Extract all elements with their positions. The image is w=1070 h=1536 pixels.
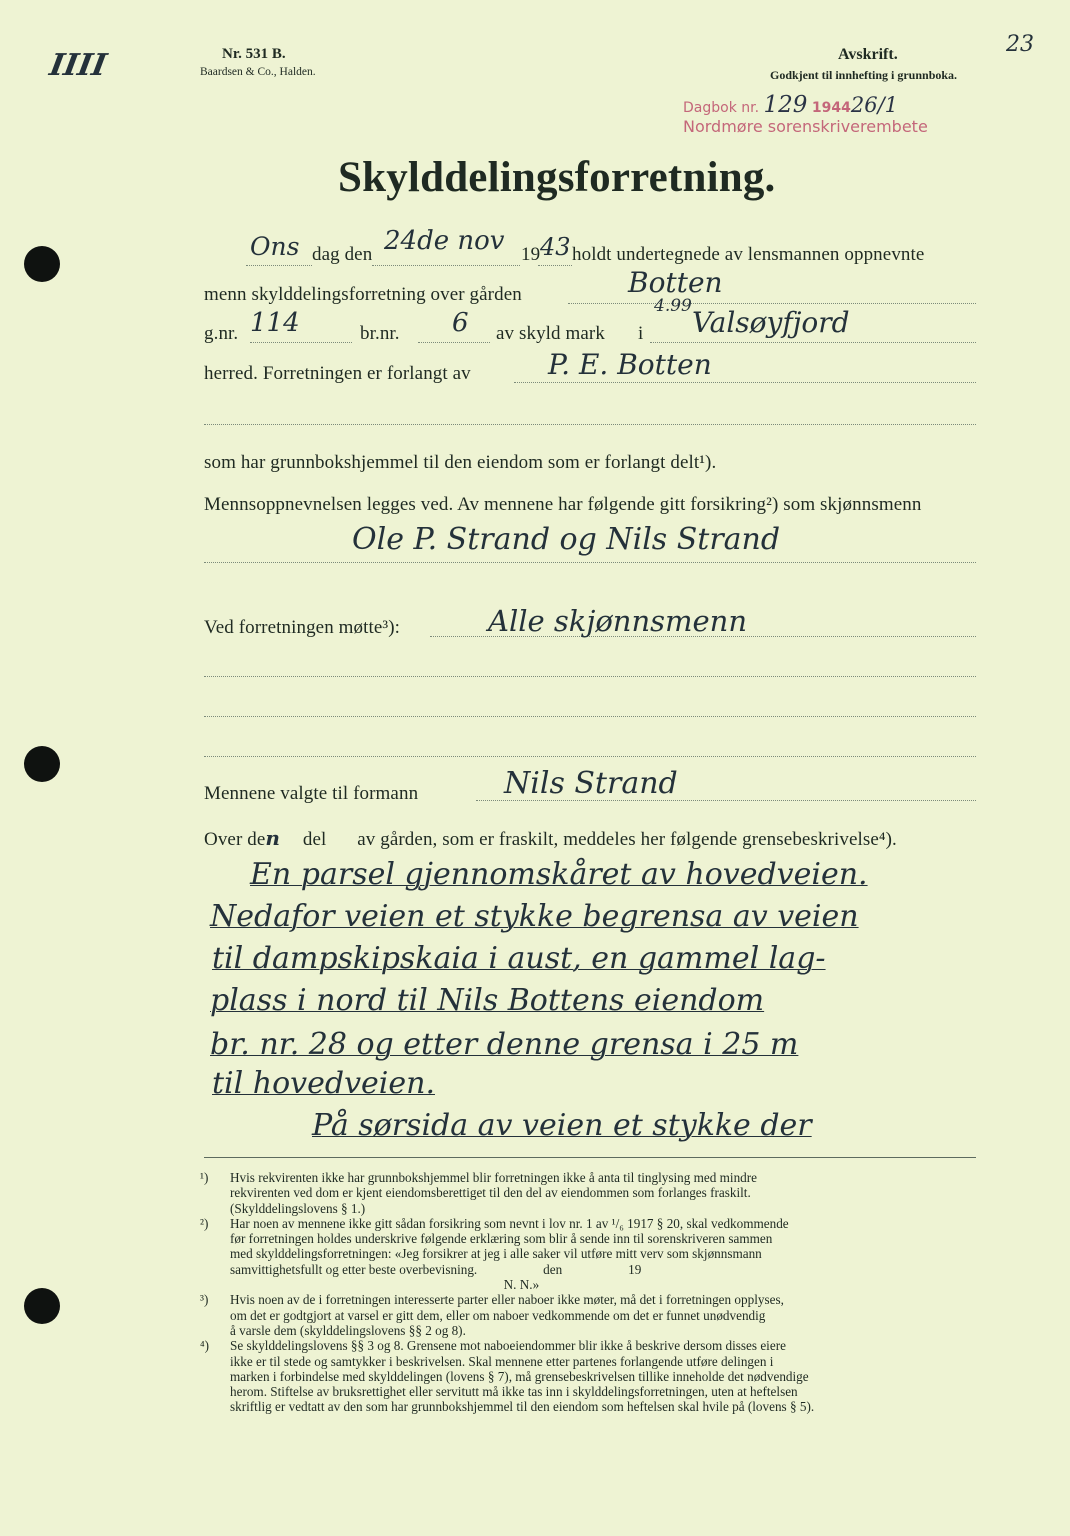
grense-line: På sørsida av veien et stykke der (312, 1108, 812, 1143)
footnote-line: før forretningen holdes underskrive følgende erklæring som blir å sende inn til sorenskriveren sammen (230, 1231, 773, 1247)
form-text: av gården, som er fraskilt, meddeles her følgende grensebeskrivelse⁴). (357, 829, 897, 850)
gnr-label: g.nr. (204, 323, 239, 344)
skyld-label: av skyld mark (496, 323, 605, 344)
footnote-number: ⁴) (200, 1338, 209, 1354)
bnr-label: br.nr. (360, 323, 400, 344)
gnr-handwritten: 114 (250, 308, 300, 338)
footnote-line: samvittighetsfullt og etter beste overbevisning. den 19 (230, 1261, 642, 1277)
binder-hole (24, 246, 60, 282)
binder-hole (24, 746, 60, 782)
grense-intro-handwritten: n (265, 826, 281, 850)
farm-name-handwritten: Botten (628, 266, 723, 299)
year-prefix: 19 (521, 244, 541, 265)
footnote (200, 1338, 980, 1414)
requester-handwritten: P. E. Botten (548, 348, 712, 381)
motte-label: Ved forretningen møtte³): (204, 617, 401, 638)
dagbok-stamp (683, 92, 898, 118)
form-number: Nr. 531 B. (222, 46, 286, 62)
avskrift-note: Godkjent til innhefting i grunnboka. (770, 68, 958, 82)
dagbok-year: 1944 (811, 100, 851, 116)
date-handwritten: 24de nov (384, 226, 505, 256)
footnote-line: om det er godtgjort at varsel er gitt dem, eller om naboer vedkommende om det er funnet unødvendig (230, 1307, 766, 1323)
dagbok-label: Dagbok nr. (683, 100, 760, 116)
grense-line: plass i nord til Nils Bottens eiendom (210, 983, 765, 1018)
dagbok-number: 129 (763, 92, 808, 118)
form-text: Over de (204, 829, 266, 850)
footnote-line: Hvis rekvirenten ikke har grunnbokshjemmel blir forretningen ikke å anta til tinglysing med mindre (230, 1170, 758, 1185)
bnr-handwritten: 6 (452, 308, 469, 338)
grunnbok-text: som har grunnbokshjemmel til den eiendom som er forlangt delt¹). (204, 452, 717, 473)
margin-tally-mark: IIII (46, 48, 110, 83)
publisher: Baardsen & Co., Halden. (200, 66, 316, 78)
page-number: 23 (1006, 32, 1034, 57)
footnote (200, 1292, 980, 1338)
form-text: menn skylddelingsforretning over gården (204, 284, 522, 305)
form-text: dag den (312, 244, 373, 265)
footnote-number: ²) (200, 1215, 209, 1231)
footnote (200, 1216, 980, 1292)
avskrift-title: Avskrift. (838, 46, 898, 63)
footnote-line: rekvirenten ved dom er kjent eiendomsberettiget til den del av eiendommen som forlanges fraskilt. (230, 1185, 751, 1201)
footnote-line: skriftlig er vedtatt av den som har grunnbokshjemmel til den eiendom som heftelsen skal hvile på (lovens § 5). (230, 1399, 815, 1415)
office-stamp: Nordmøre sorenskriverembete (683, 117, 928, 136)
footnote-separator (204, 1157, 976, 1158)
dagbok-date: 26/1 (850, 93, 899, 117)
grense-line: Nedafor veien et stykke begrensa av veien (210, 899, 859, 934)
footnote-line: Har noen av mennene ikke gitt sådan forsikring som nevnt i lov nr. 1 av ¹/₆ 1917 § 20, skal vedkommende (230, 1215, 789, 1231)
footnote-line: Se skylddelingslovens §§ 3 og 8. Grensene mot naboeiendommer blir ikke å beskrive dersom disses eiere (230, 1338, 786, 1354)
skyld-handwritten: 4.99 (654, 296, 692, 316)
in-label: i (638, 323, 644, 344)
footnote-line: Hvis noen av de i forretningen interesserte parter eller naboer ikke møter, må det i forretningen opplyses, (230, 1292, 784, 1308)
footnote-line: å varsle dem (skylddelingslovens §§ 2 og 8). (230, 1322, 466, 1338)
form-text: holdt undertegnede av lensmannen oppnevnte (572, 244, 925, 265)
footnote-number: ³) (200, 1292, 209, 1308)
municipality-handwritten: Valsøyfjord (692, 306, 850, 339)
grense-line: En parsel gjennomskåret av hovedveien. (250, 857, 868, 892)
footnote-number: ¹) (200, 1170, 209, 1185)
form-text: herred. Forretningen er forlangt av (204, 363, 471, 384)
oppnevnelse-text: Mennsoppnevnelsen legges ved. Av mennene har følgende gitt forsikring²) som skjønnsmenn (204, 494, 922, 515)
year-handwritten: 43 (540, 233, 571, 261)
skjonnsmenn-handwritten: Ole P. Strand og Nils Strand (352, 522, 781, 557)
form-text: del (302, 829, 327, 850)
footnotes (200, 1170, 980, 1415)
grense-line: br. nr. 28 og etter denne grensa i 25 m (210, 1027, 799, 1062)
grense-line: til dampskipskaia i aust, en gammel lag- (212, 941, 826, 976)
footnote-line: med skylddelingsforretningen: «Jeg forsikrer at jeg i alle saker vil utføre mitt verv som skjønnsmann (230, 1246, 762, 1262)
footnote-line: (Skylddelingslovens § 1.) (230, 1200, 366, 1216)
grense-intro (204, 826, 897, 851)
weekday-handwritten: Ons (250, 232, 300, 261)
footnote-line: N. N.» (230, 1277, 540, 1293)
grense-line: til hovedveien. (212, 1066, 435, 1101)
footnote-line: marken i forbindelse med skylddelingen (lovens § 7), må grensebeskrivelsen tillike inneholde det nødvendige (230, 1368, 809, 1384)
motte-handwritten: Alle skjønnsmenn (488, 604, 748, 638)
formann-handwritten: Nils Strand (504, 766, 678, 801)
footnote (200, 1170, 980, 1216)
footnote-line: herom. Stiftelse av bruksrettighet eller servitutt må ikke tas inn i skylddelingsforretningen, uten at heftelsen (230, 1384, 798, 1400)
footnote-line: ikke er til stede og samtykker i beskrivelsen. Skal mennene etter partenes forlangende utføre delingen i (230, 1353, 774, 1369)
binder-hole (24, 1288, 60, 1324)
formann-label: Mennene valgte til formann (204, 783, 419, 804)
document-title: Skylddelingsforretning. (338, 154, 776, 201)
